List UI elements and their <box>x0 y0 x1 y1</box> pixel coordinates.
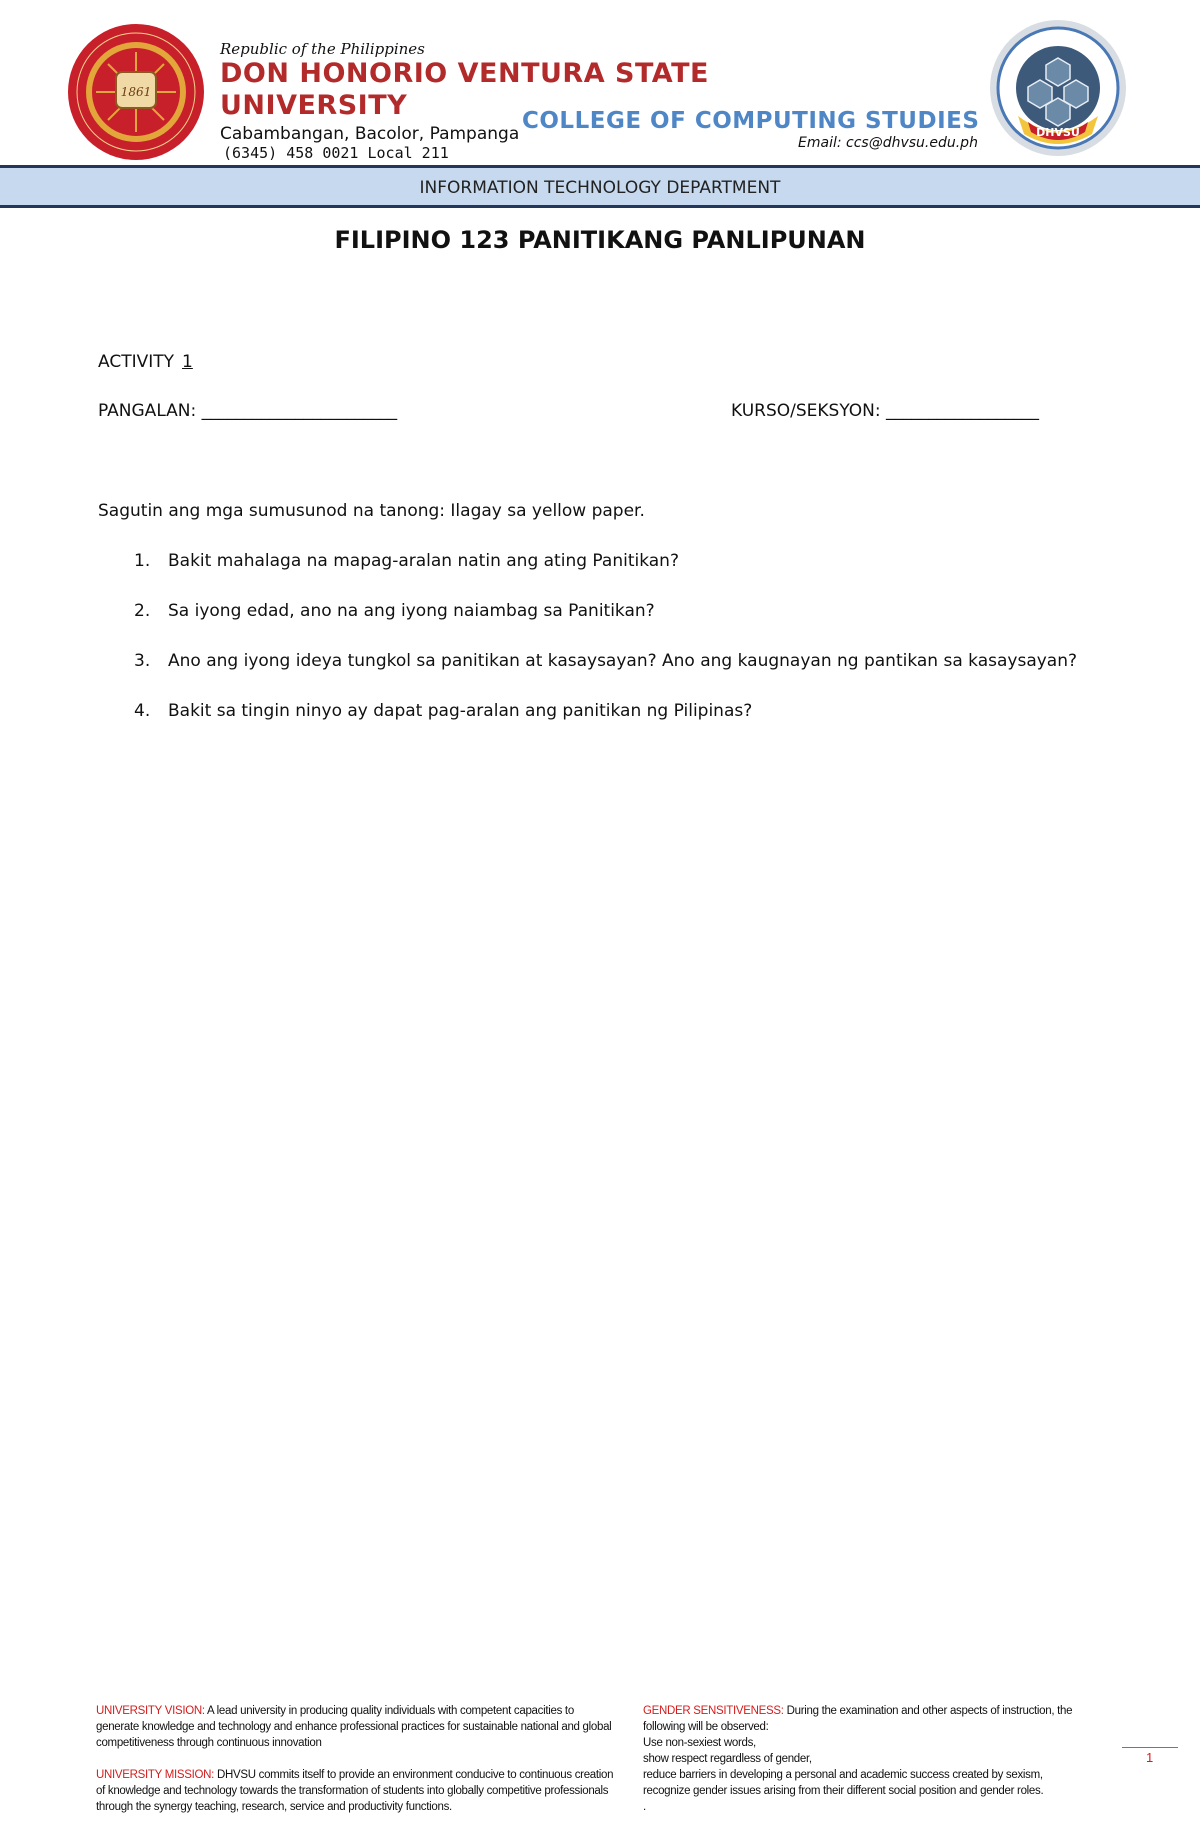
activity-label-text: ACTIVITY <box>98 352 175 372</box>
vision-text: A lead university in producing quality individuals with competent capacities to generate knowledge and technology and enhance professional practices for sustainable national and global competitiveness through continuous innovation <box>96 1705 612 1749</box>
instruction-text: Sagutin ang mga sumusunod na tanong: Ilagay sa yellow paper. <box>98 501 645 521</box>
question-number: 1. <box>134 551 151 571</box>
vision-label: UNIVERSITY VISION: <box>96 1705 205 1717</box>
question-item <box>98 549 1138 599</box>
svg-text:DHVSU: DHVSU <box>1036 126 1080 139</box>
university-name-line1: DON HONORIO VENTURA STATE <box>220 58 709 89</box>
course-section-field: KURSO/SEKSYON: __________________ <box>731 401 1040 421</box>
gender-item: Use non-sexiest words, <box>643 1737 756 1749</box>
page-number-rule <box>1122 1747 1178 1748</box>
gender-item: . <box>643 1801 646 1813</box>
gender-item: reduce barriers in developing a personal and academic success created by sexism, <box>643 1769 1043 1781</box>
footer-vision-mission <box>96 1703 616 1815</box>
college-name: COLLEGE OF COMPUTING STUDIES <box>522 108 980 134</box>
gender-label: GENDER SENSITIVENESS: <box>643 1705 784 1717</box>
college-email: Email: ccs@dhvsu.edu.ph <box>798 135 978 151</box>
university-vision <box>96 1703 616 1751</box>
republic-label: Republic of the Philippines <box>220 40 425 58</box>
question-item <box>98 699 1138 749</box>
question-number: 3. <box>134 651 151 671</box>
question-item <box>98 649 1138 699</box>
university-seal-logo <box>66 22 206 162</box>
activity-label <box>98 352 193 372</box>
question-number: 2. <box>134 601 151 621</box>
question-text: Bakit sa tingin ninyo ay dapat pag-aralan ang panitikan ng Pilipinas? <box>168 701 753 721</box>
gender-item: recognize gender issues arising from their different social position and gender roles. <box>643 1785 1044 1797</box>
mission-label: UNIVERSITY MISSION: <box>96 1769 215 1781</box>
question-text: Sa iyong edad, ano na ang iyong naiambag sa Panitikan? <box>168 601 655 621</box>
gender-text: During the examination and other aspects of instruction, the following will be observed: <box>643 1705 1073 1733</box>
svg-text:1861: 1861 <box>120 85 152 99</box>
university-address: Cabambangan, Bacolor, Pampanga <box>220 124 520 144</box>
university-phone: (6345) 458 0021 Local 211 <box>223 144 449 162</box>
gender-intro <box>643 1703 1113 1735</box>
question-text: Bakit mahalaga na mapag-aralan natin ang ating Panitikan? <box>168 551 679 571</box>
question-text: Ano ang iyong ideya tungkol sa panitikan at kasaysayan? Ano ang kaugnayan ng pantikan sa kasaysayan? <box>168 651 1078 671</box>
question-list <box>98 549 1138 749</box>
name-field: PANGALAN: _______________________ <box>98 401 398 421</box>
activity-number: 1 <box>182 352 193 372</box>
footer-gender-sensitiveness <box>643 1703 1113 1815</box>
college-seal-logo <box>988 18 1128 158</box>
page-number: 1 <box>1146 1750 1154 1765</box>
question-item <box>98 599 1138 649</box>
mission-text: DHVSU commits itself to provide an environment conducive to continuous creation of knowledge and technology towards the transformation of students into globally competitive professionals through the synergy teaching, research, service and productivity functions. <box>96 1769 614 1813</box>
question-number: 4. <box>134 701 151 721</box>
document-title: FILIPINO 123 PANITIKANG PANLIPUNAN <box>334 226 866 254</box>
university-name-line2: UNIVERSITY <box>220 90 408 121</box>
department-label: INFORMATION TECHNOLOGY DEPARTMENT <box>419 178 781 198</box>
university-mission <box>96 1767 616 1815</box>
gender-item: show respect regardless of gender, <box>643 1753 812 1765</box>
